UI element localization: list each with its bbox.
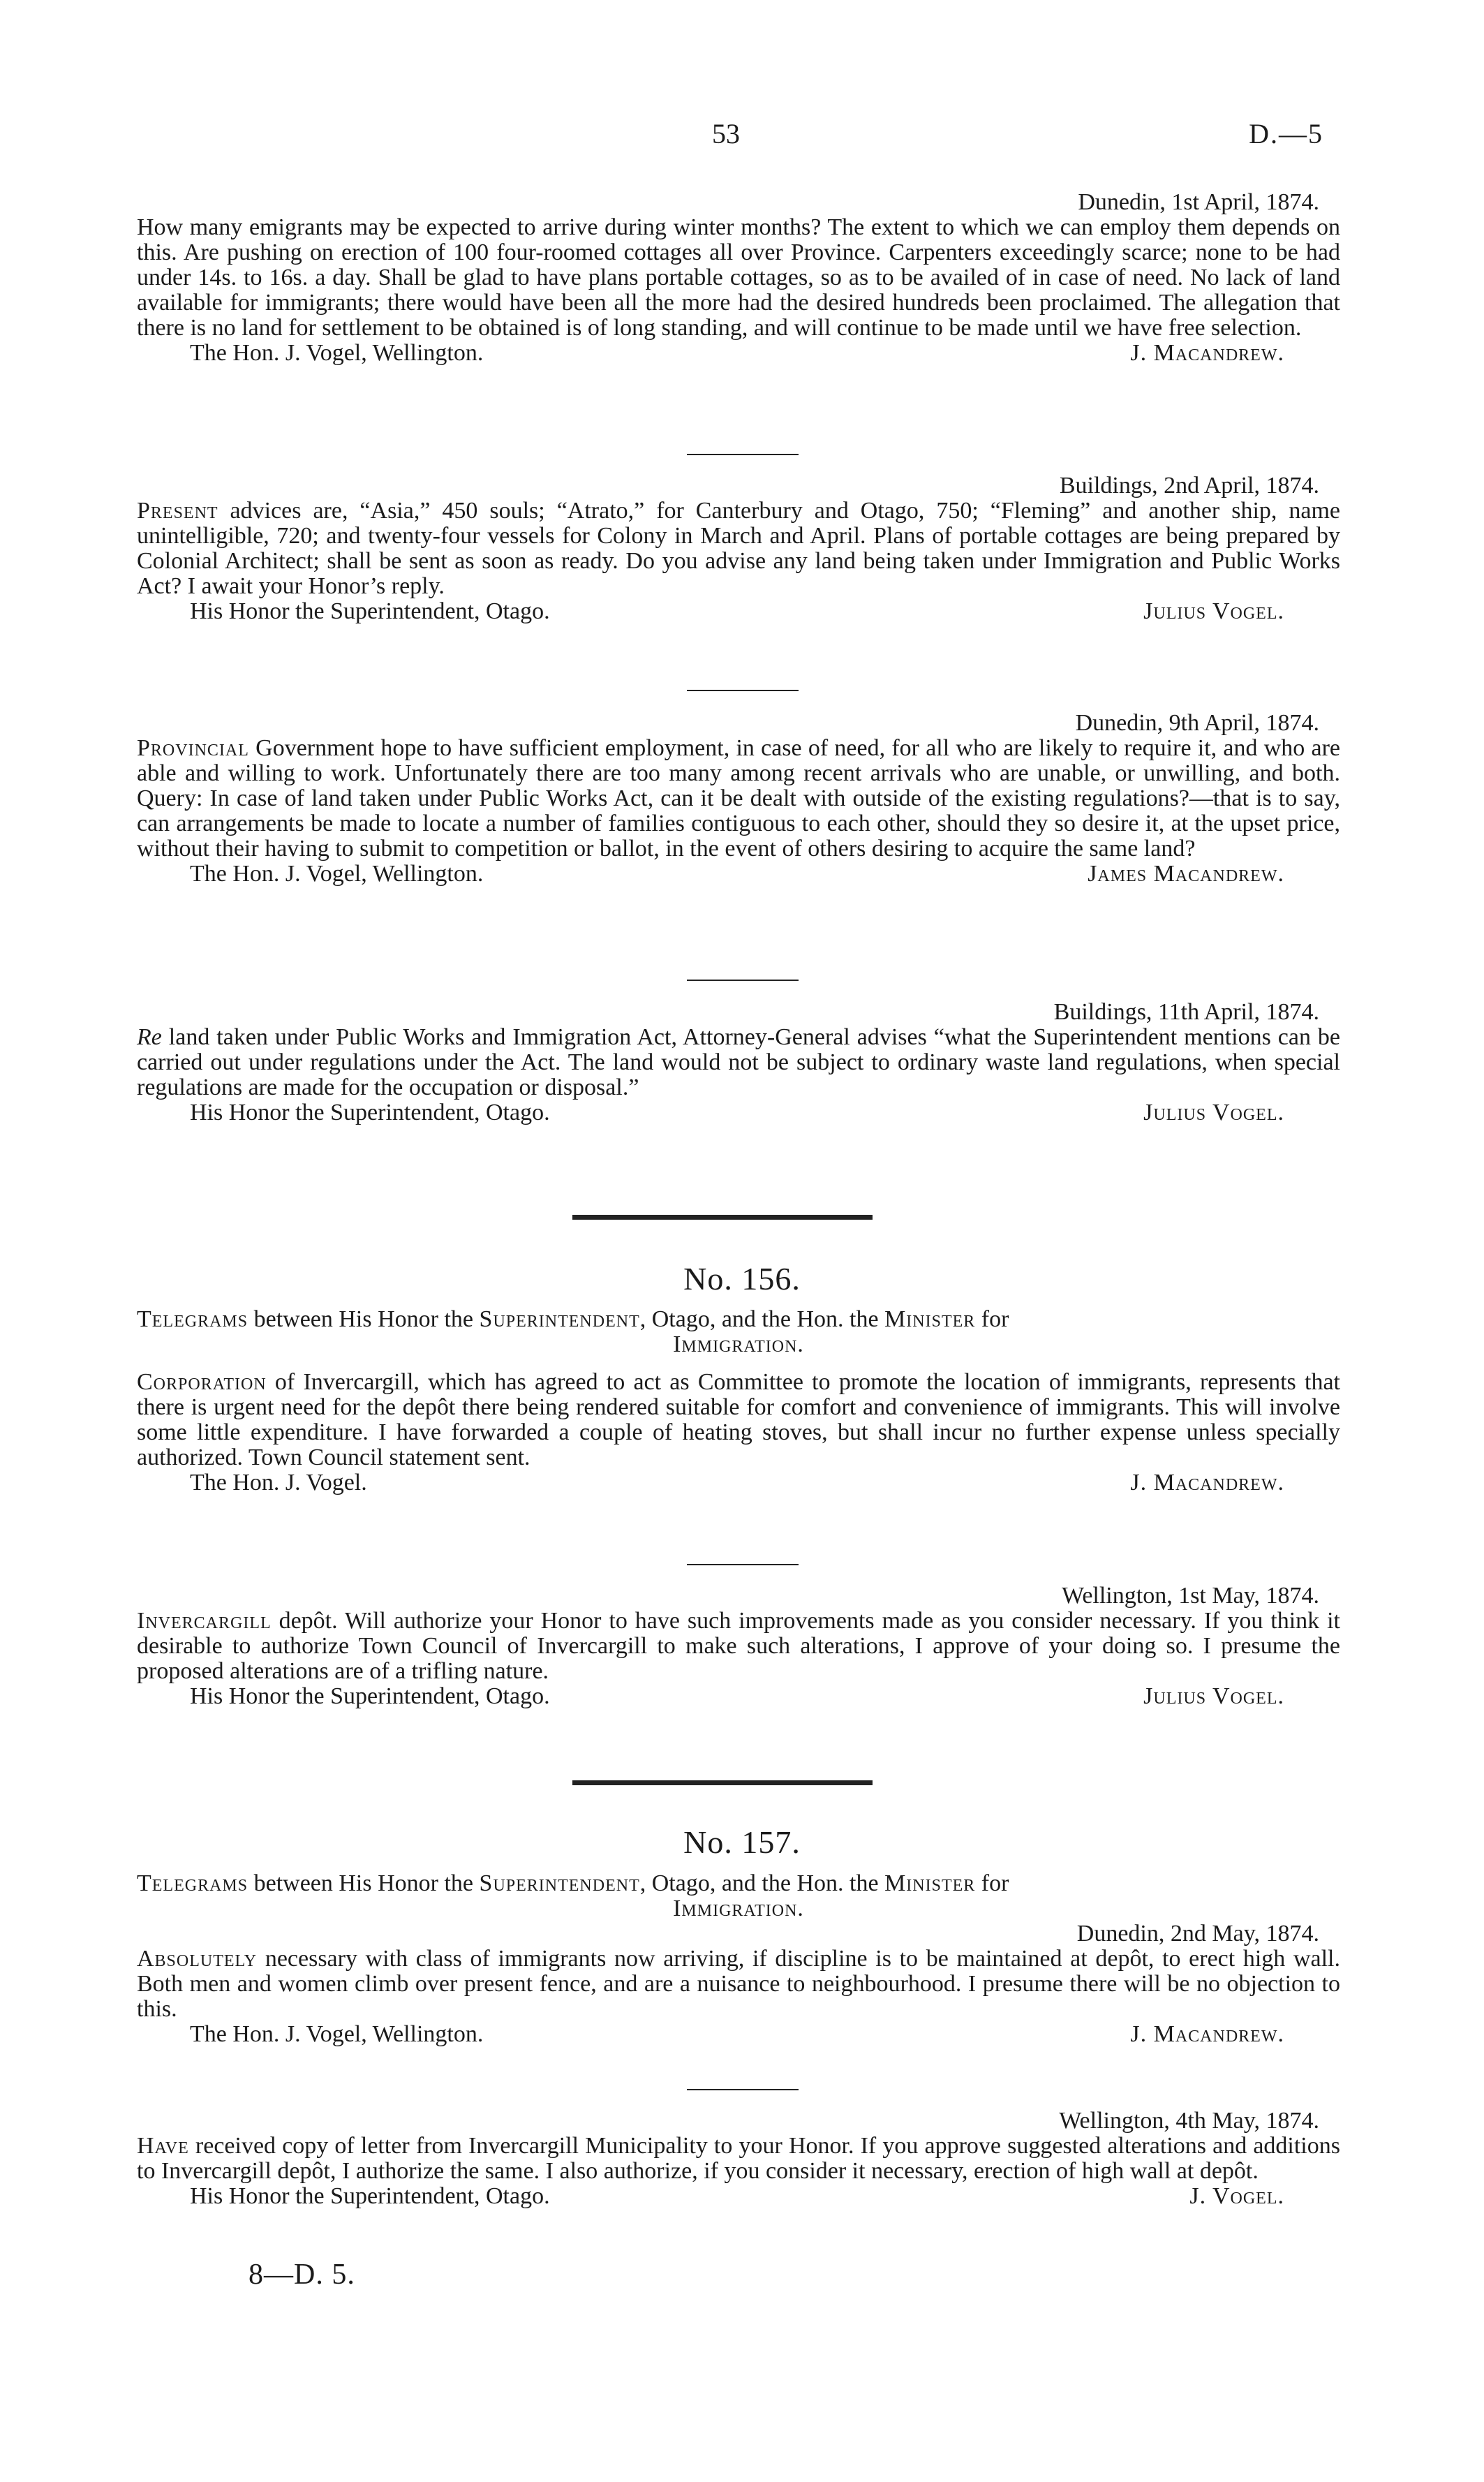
telegram-157-1: [137, 1921, 1340, 2050]
telegram-lead-word: Present: [137, 498, 218, 524]
telegram-text: depôt. Will authorize your Honor to have such improvements made as you consider necessary. If you think it desirable to authorize Town Council of Invercargill to make such alterations, I approve of your doing so. I presume the proposed alterations are of a trifling nature.: [137, 1608, 1340, 1684]
telegram-sender: James Macandrew.: [1088, 861, 1284, 887]
subtitle-department: Immigration.: [673, 1896, 804, 1921]
telegram-signature: [137, 1684, 1340, 1712]
telegram-signature: [137, 599, 1340, 627]
telegram-sender: J. Macandrew.: [1130, 2021, 1284, 2047]
telegram-lead-word: Invercargill: [137, 1608, 272, 1634]
telegram-signature: [137, 1470, 1340, 1498]
subtitle-text: for: [975, 1306, 1009, 1332]
telegram-signature: [137, 1100, 1340, 1128]
telegram-recipient: His Honor the Superintendent, Otago.: [190, 1683, 550, 1709]
telegram-lead-word: Corporation: [137, 1369, 267, 1395]
section-157-title: No. 157.: [683, 1824, 801, 1860]
divider: [687, 980, 799, 981]
subtitle-text: between His Honor the: [248, 1306, 480, 1332]
subtitle-text: for: [975, 1870, 1009, 1896]
telegram-body: [137, 2134, 1340, 2184]
telegram-date: Dunedin, 1st April, 1874.: [1078, 189, 1319, 215]
telegram-text: Government hope to have sufficient employment, in case of need, for all who are likely to require it, and who are able and willing to work. Unfortunately there are too many among recent arrivals who are unable, or unwilling, and both. Query: In case of land taken under Public Works Act, can it be dealt with outside of the existing regulations?—that is to say, can arrangements be made to locate a number of families contiguous to each other, should they so desire it, at the upset price, without their having to submit to competition or ballot, in the event of others desiring to acquire the same land?: [137, 735, 1340, 862]
telegram-1: [137, 190, 1340, 369]
telegram-sender: Julius Vogel.: [1143, 598, 1284, 624]
subtitle-lead: Telegrams: [137, 1870, 248, 1896]
telegram-body: [137, 1609, 1340, 1684]
telegram-body: [137, 498, 1340, 599]
subtitle-office: Superintendent: [479, 1306, 640, 1332]
section-divider: [572, 1215, 873, 1220]
telegram-recipient: The Hon. J. Vogel, Wellington.: [190, 861, 484, 887]
telegram-lead-word: Absolutely: [137, 1946, 258, 1972]
section-157-subtitle: [137, 1871, 1340, 1921]
telegram-lead-word: Provincial: [137, 735, 249, 761]
telegram-sender: J. Macandrew.: [1130, 340, 1284, 366]
telegram-body: [137, 1370, 1340, 1470]
section-156-title: No. 156.: [683, 1261, 801, 1297]
telegram-4: [137, 1000, 1340, 1128]
telegram-156-1: [137, 1370, 1340, 1498]
subtitle-text: , Otago, and the Hon. the: [639, 1306, 885, 1332]
telegram-signature: [137, 862, 1340, 889]
divider: [687, 690, 799, 691]
telegram-signature: [137, 2022, 1340, 2050]
telegram-text: land taken under Public Works and Immigration Act, Attorney-General advises “what the Superintendent mentions can be carried out under regulations under the Act. The land would not be subject to ordinary waste land regulations, when special regulations are made for the occupation or disposal.”: [137, 1024, 1340, 1100]
telegram-date: Buildings, 2nd April, 1874.: [1059, 473, 1319, 498]
telegram-body: [137, 1025, 1340, 1100]
telegram-body: [137, 1947, 1340, 2022]
telegram-signature: [137, 341, 1340, 369]
page-number: 53: [712, 118, 740, 149]
telegram-date: Dunedin, 9th April, 1874.: [1075, 710, 1319, 736]
telegram-sender: J. Macandrew.: [1130, 1470, 1284, 1495]
telegram-text: of Invercargill, which has agreed to act as Committee to promote the location of immigrants, represents that there is urgent need for the depôt there being rendered suitable for comfort and convenience of immigrants. This will involve some little expenditure. I have forwarded a couple of heating stoves, but shall incur no further expense unless specially authorized. Town Council statement sent.: [137, 1369, 1340, 1470]
telegram-lead-word: Re: [137, 1024, 162, 1050]
telegram-text: received copy of letter from Invercargill Municipality to your Honor. If you approve suggested alterations and additions to Invercargill depôt, I authorize the same. I also authorize, if you consider it necessary, erection of high wall at depôt.: [137, 2133, 1340, 2184]
subtitle-text: , Otago, and the Hon. the: [639, 1870, 885, 1896]
section-156-subtitle: [137, 1307, 1340, 1357]
divider: [687, 454, 799, 455]
sheet-mark: 8—D. 5.: [248, 2259, 355, 2291]
telegram-text: advices are, “Asia,” 450 souls; “Atrato,” for Canterbury and Otago, 750; “Fleming” and another ship, name unintelligible, 720; and twenty-four vessels for Colony in March and April. Plans of portable cottages are being prepared by Colonial Architect; shall be sent as soon as ready. Do you advise any land being taken under Immigration and Public Works Act? I await your Honor’s reply.: [137, 498, 1340, 599]
telegram-date: Dunedin, 2nd May, 1874.: [1076, 1921, 1319, 1947]
telegram-sender: J. Vogel.: [1189, 2183, 1284, 2209]
subtitle-lead: Telegrams: [137, 1306, 248, 1332]
subtitle-office: Minister: [884, 1870, 976, 1896]
section-divider: [572, 1780, 873, 1785]
telegram-recipient: His Honor the Superintendent, Otago.: [190, 1100, 550, 1125]
subtitle-office: Minister: [884, 1306, 976, 1332]
telegram-date: Wellington, 4th May, 1874.: [1059, 2108, 1319, 2134]
telegram-2: [137, 473, 1340, 627]
telegram-sender: Julius Vogel.: [1143, 1683, 1284, 1709]
section-subtitle-line: [137, 1307, 1340, 1332]
telegram-lead-word: Have: [137, 2133, 189, 2159]
telegram-signature: [137, 2184, 1340, 2212]
divider: [687, 2089, 799, 2090]
telegram-date: Wellington, 1st May, 1874.: [1061, 1583, 1319, 1609]
telegram-recipient: The Hon. J. Vogel, Wellington.: [190, 2021, 484, 2047]
telegram-recipient: The Hon. J. Vogel.: [190, 1470, 367, 1495]
telegram-text: How many emigrants may be expected to arrive during winter months? The extent to which we can employ them depends on this. Are pushing on erection of 100 four-roomed cottages all over Province. Carpenters exceedingly scarce; none to be had under 14s. to 16s. a day. Shall be glad to have plans portable cottages, so as to be availed of in case of need. No lack of land available for immigrants; there would have been all the more had the desired hundreds been proclaimed. The allegation that there is no land for settlement to be obtained is of long standing, and will continue to be made until we have free selection.: [137, 214, 1340, 341]
telegram-157-2: [137, 2108, 1340, 2212]
subtitle-department: Immigration.: [673, 1331, 804, 1357]
telegram-recipient: His Honor the Superintendent, Otago.: [190, 2183, 550, 2209]
telegram-recipient: His Honor the Superintendent, Otago.: [190, 598, 550, 624]
telegram-text: necessary with class of immigrants now arriving, if discipline is to be maintained at depôt, to erect high wall. Both men and women climb over present fence, and are a nuisance to neighbourhood. I presume there will be no objection to this.: [137, 1946, 1340, 2022]
telegram-body: [137, 215, 1340, 341]
telegram-3: [137, 711, 1340, 889]
telegram-156-2: [137, 1583, 1340, 1712]
divider: [687, 1564, 799, 1565]
telegram-body: [137, 736, 1340, 862]
telegram-sender: Julius Vogel.: [1143, 1100, 1284, 1125]
telegram-recipient: The Hon. J. Vogel, Wellington.: [190, 340, 484, 366]
document-code: D.—5: [1249, 118, 1323, 149]
telegram-date: Buildings, 11th April, 1874.: [1053, 999, 1319, 1025]
subtitle-text: between His Honor the: [248, 1870, 480, 1896]
section-subtitle-line: [137, 1871, 1340, 1896]
subtitle-office: Superintendent: [479, 1870, 640, 1896]
